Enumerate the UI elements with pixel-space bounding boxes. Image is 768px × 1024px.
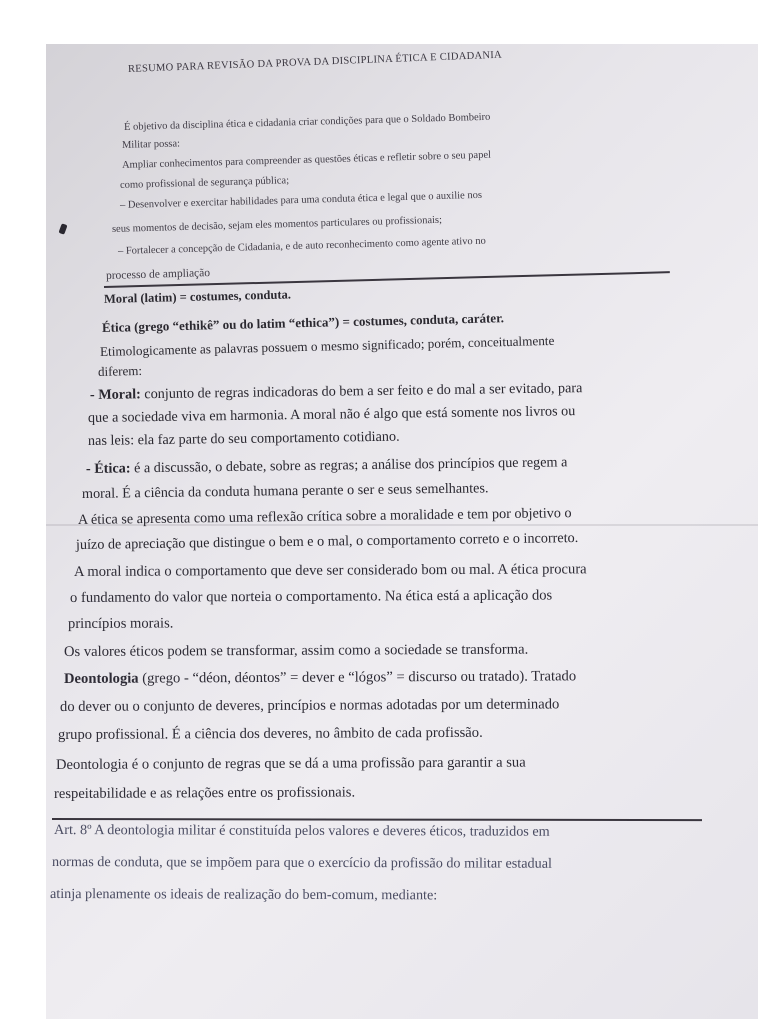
intro-line: processo de ampliação <box>105 267 211 282</box>
document-photo <box>46 44 758 1019</box>
deontologia-paragraph-line: do dever ou o conjunto de deveres, princípios e normas adotadas por um determinado <box>59 696 560 715</box>
etica-label: - Ética: <box>85 460 131 477</box>
etica-paragraph-line: Os valores éticos podem se transformar, assim como a sociedade se transforma. <box>63 641 529 660</box>
intro-line: Ampliar conhecimentos para compreender as questões éticas e refletir sobre o seu papel <box>121 149 492 171</box>
etica-paragraph-line: moral. É a ciência da conduta humana perante o ser e seus semelhantes. <box>81 480 489 502</box>
moral-text: conjunto de regras indicadoras do bem a ser feito e do mal a ser evitado, para <box>140 380 583 403</box>
deontologia-label: Deontologia <box>63 670 139 687</box>
divider-line <box>52 818 702 821</box>
document-title: RESUMO PARA REVISÃO DA PROVA DA DISCIPLINA ÉTICA E CIDADANIA <box>127 49 503 75</box>
moral-definition: Moral (latim) = costumes, conduta. <box>103 287 292 306</box>
article-line: atinja plenamente os ideais de realização do bem-comum, mediante: <box>49 886 438 904</box>
etica-paragraph-line: A moral indica o comportamento que deve ser considerado bom ou mal. A ética procura <box>73 561 587 580</box>
document-page <box>46 44 758 1019</box>
intro-line: – Fortalecer a concepção de Cidadania, e de auto reconhecimento como agente ativo no <box>117 235 486 257</box>
etica-paragraph-line: o fundamento do valor que norteia o comportamento. Na ética está a aplicação dos <box>69 587 553 606</box>
deontologia-paragraph-line: respeitabilidade e as relações entre os profissionais. <box>53 784 356 802</box>
moral-paragraph-line: nas leis: ela faz parte do seu comportamento cotidiano. <box>87 428 400 449</box>
article-line: normas de conduta, que se impõem para que o exercício da profissão do militar estadual <box>51 854 552 872</box>
deontologia-paragraph-line: grupo profissional. É a ciência dos deveres, no âmbito de cada profissão. <box>57 724 483 743</box>
etica-paragraph-line: princípios morais. <box>67 615 174 632</box>
deontologia-paragraph-line: Deontologia é o conjunto de regras que se dá a uma profissão para garantir a sua <box>55 754 526 773</box>
etica-paragraph-line: juízo de apreciação que distingue o bem e o mal, o comportamento correto e o incorreto. <box>75 529 579 553</box>
moral-paragraph-line: que a sociedade viva em harmonia. A moral não é algo que está somente nos livros ou <box>87 403 576 426</box>
etica-paragraph-line: A ética se apresenta como uma reflexão crítica sobre a moralidade e tem por objetivo o <box>77 505 572 528</box>
intro-line: É objetivo da disciplina ética e cidadania criar condições para que o Soldado Bombeiro <box>123 111 491 133</box>
intro-line: Militar possa: <box>121 138 181 151</box>
intro-line: – Desenvolver e exercitar habilidades para uma conduta ética e legal que o auxilie nos <box>119 189 483 211</box>
etimologia-line: diferem: <box>97 362 143 379</box>
etica-text: é a discussão, o debate, sobre as regras; a análise dos princípios que regem a <box>130 454 568 477</box>
etica-definition: Ética (grego “ethikê” ou do latim “ethica”) = costumes, conduta, caráter. <box>101 310 505 335</box>
moral-label: - Moral: <box>89 386 141 403</box>
intro-line: seus momentos de decisão, sejam eles momentos particulares ou profissionais; <box>111 214 443 235</box>
moral-paragraph-line <box>90 380 583 404</box>
deontologia-text: (grego - “déon, déontos” = dever e “lógos” = discurso ou tratado). Tratado <box>138 668 577 687</box>
etimologia-line: Etimologicamente as palavras possuem o mesmo significado; porém, conceitualmente <box>99 332 555 359</box>
deontologia-paragraph-line <box>64 668 576 688</box>
article-line: Art. 8º A deontologia militar é constituída pelos valores e deveres éticos, traduzidos em <box>53 822 550 840</box>
intro-line: como profissional de segurança pública; <box>119 175 290 191</box>
etica-paragraph-line <box>86 454 568 478</box>
